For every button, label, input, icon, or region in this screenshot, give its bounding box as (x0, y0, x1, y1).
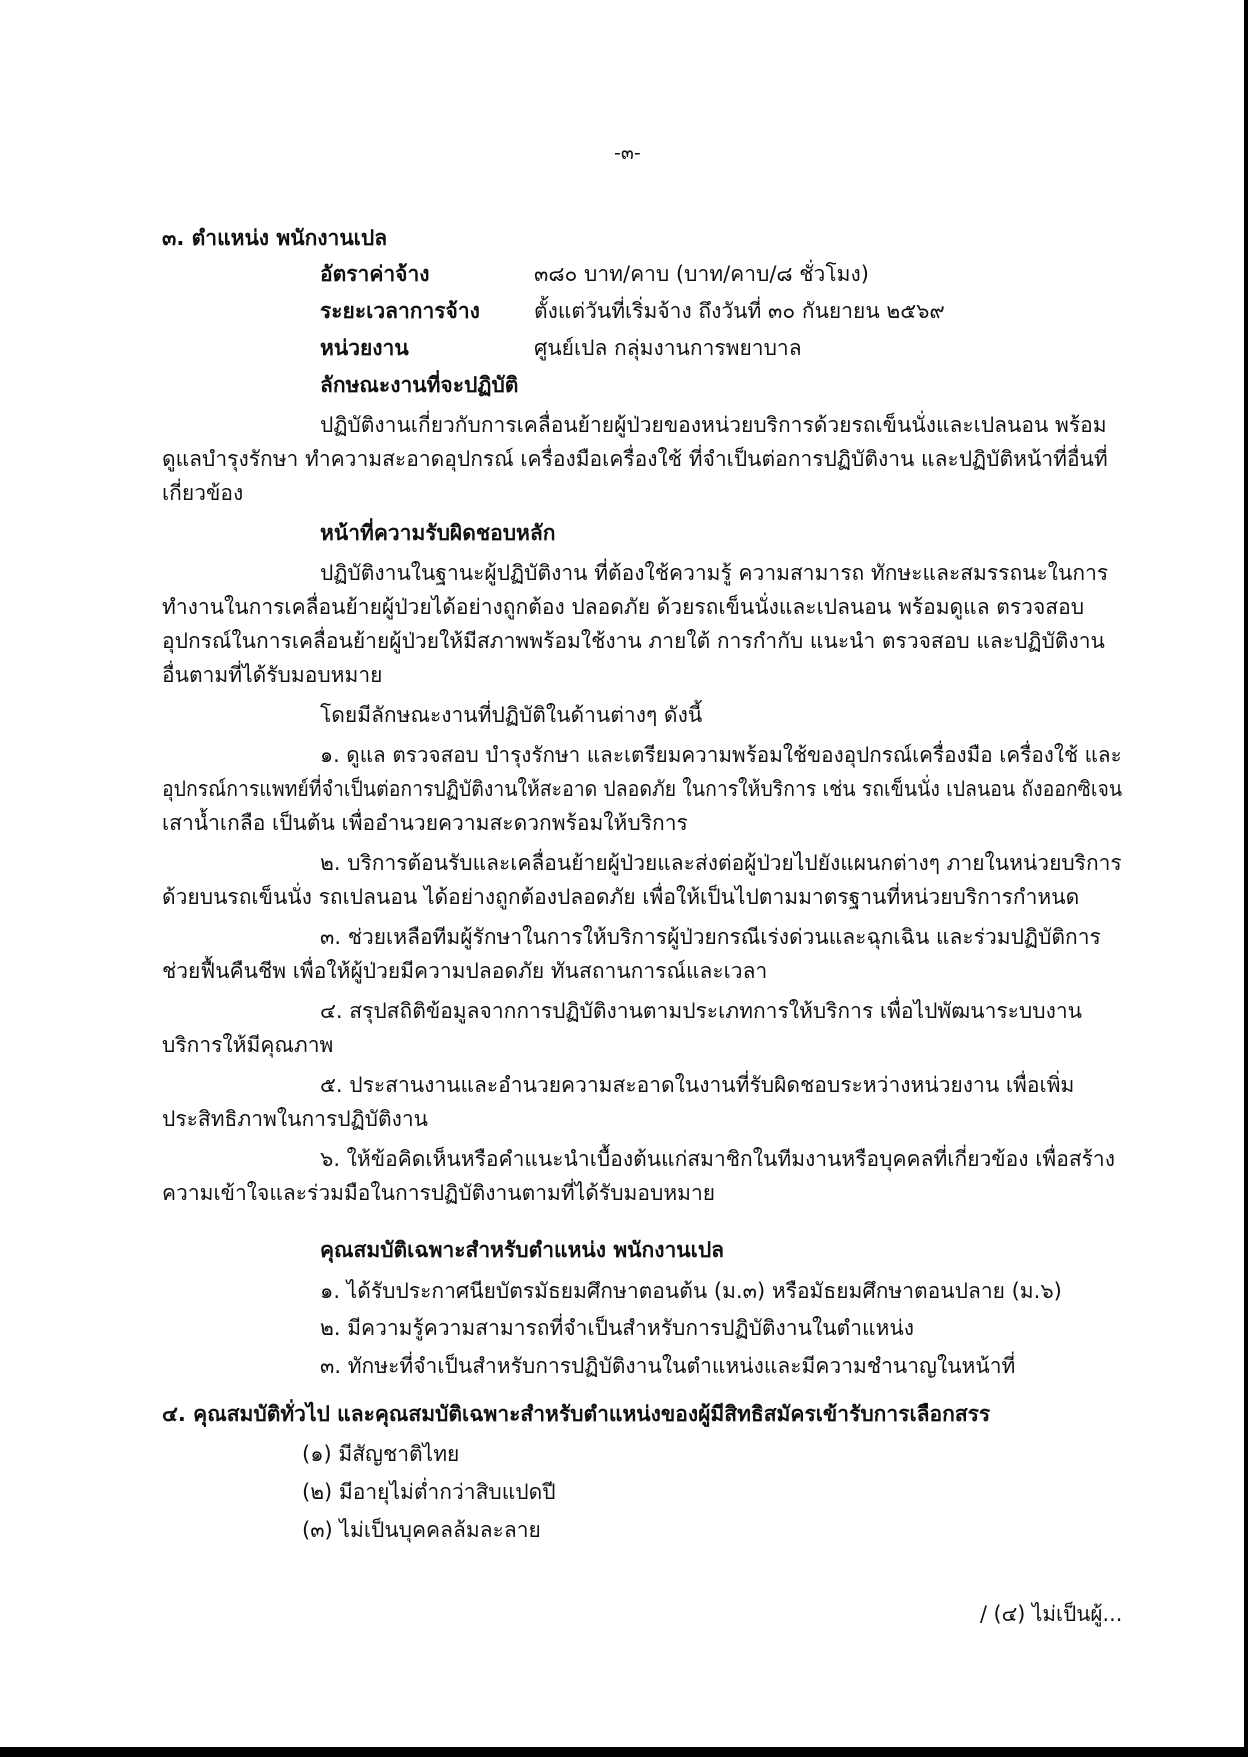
nature-line: เกี่ยวข้อง (162, 481, 244, 505)
duty-item-1-cont: อุปกรณ์การแพทย์ที่จำเป็นต่อการปฏิบัติงานให้สะอาด ปลอดภัย ในการให้บริการ เช่น รถเข็นนั่ง เปลนอน ถังออกซิเจน (162, 777, 1123, 801)
duty-line: อุปกรณ์ในการเคลื่อนย้ายผู้ป่วยให้มีสภาพพร้อมใช้งาน ภายใต้ การกำกับ แนะนำ ตรวจสอบ และปฏิบัติงาน (162, 629, 1105, 653)
duty-item-5: ๕. ประสานงานและอำนวยความสะอาดในงานที่รับผิดชอบระหว่างหน่วยงาน เพื่อเพิ่ม (320, 1073, 1075, 1097)
unit-label: หน่วยงาน (320, 336, 409, 360)
duty-item-3-cont: ช่วยฟื้นคืนชีพ เพื่อให้ผู้ป่วยมีความปลอดภัย ทันสถานการณ์และเวลา (162, 959, 768, 983)
nature-line: ดูแลบำรุงรักษา ทำความสะอาดอุปกรณ์ เครื่องมือเครื่องใช้ ที่จำเป็นต่อการปฏิบัติงาน และปฏิบัติหน้าที่อื่นที่ (162, 447, 1108, 471)
duty-item-6: ๖. ให้ข้อคิดเห็นหรือคำแนะนำเบื้องต้นแก่สมาชิกในทีมงานหรือบุคคลที่เกี่ยวข้อง เพื่อสร้าง (320, 1147, 1115, 1171)
unit-value: ศูนย์เปล กลุ่มงานการพยาบาล (534, 336, 802, 360)
general-qual-item: (๓) ไม่เป็นบุคคลล้มละลาย (302, 1518, 541, 1542)
duty-item-6-cont: ความเข้าใจและร่วมมือในการปฏิบัติงานตามที่ได้รับมอบหมาย (162, 1181, 716, 1205)
duty-item-1-cont: เสาน้ำเกลือ เป็นต้น เพื่ออำนวยความสะดวกพร้อมให้บริการ (162, 811, 688, 835)
duty-intro: โดยมีลักษณะงานที่ปฏิบัติในด้านต่างๆ ดังนี้ (320, 703, 703, 727)
wage-value: ๓๘๐ บาท/คาบ (บาท/คาบ/๘ ชั่วโมง) (534, 262, 869, 286)
wage-label: อัตราค่าจ้าง (320, 262, 430, 286)
nature-line: ปฏิบัติงานเกี่ยวกับการเคลื่อนย้ายผู้ป่วยของหน่วยบริการด้วยรถเข็นนั่งและเปลนอน พร้อม (320, 413, 1107, 437)
duty-item-5-cont: ประสิทธิภาพในการปฏิบัติงาน (162, 1107, 429, 1131)
scan-border-bottom (0, 1747, 1248, 1757)
duty-item-4: ๔. สรุปสถิติข้อมูลจากการปฏิบัติงานตามประเภทการให้บริการ เพื่อไปพัฒนาระบบงาน (320, 999, 1082, 1023)
general-qual-item: (๑) มีสัญชาติไทย (302, 1442, 460, 1466)
duty-item-4-cont: บริการให้มีคุณภาพ (162, 1033, 334, 1057)
scan-border-right (1244, 0, 1248, 1757)
duty-item-1: ๑. ดูแล ตรวจสอบ บำรุงรักษา และเตรียมความพร้อมใช้ของอุปกรณ์เครื่องมือ เครื่องใช้ และ (320, 743, 1122, 767)
continuation-note: / (๔) ไม่เป็นผู้... (980, 1602, 1123, 1626)
duty-line: อื่นตามที่ได้รับมอบหมาย (162, 663, 383, 687)
duty-item-3: ๓. ช่วยเหลือทีมผู้รักษาในการให้บริการผู้ป่วยกรณีเร่งด่วนและฉุกเฉิน และร่วมปฏิบัติการ (320, 925, 1101, 949)
qualification-item: ๓. ทักษะที่จำเป็นสำหรับการปฏิบัติงานในตำแหน่งและมีความชำนาญในหน้าที่ (320, 1354, 1016, 1378)
period-label: ระยะเวลาการจ้าง (320, 299, 480, 323)
qualification-heading: คุณสมบัติเฉพาะสำหรับตำแหน่ง พนักงานเปล (320, 1238, 725, 1262)
nature-heading: ลักษณะงานที่จะปฏิบัติ (320, 373, 519, 397)
duty-item-2-cont: ด้วยบนรถเข็นนั่ง รถเปลนอน ได้อย่างถูกต้องปลอดภัย เพื่อให้เป็นไปตามมาตรฐานที่หน่วยบริการกำหนด (162, 885, 1080, 909)
duty-item-2: ๒. บริการต้อนรับและเคลื่อนย้ายผู้ป่วยและส่งต่อผู้ป่วยไปยังแผนกต่างๆ ภายในหน่วยบริการ (320, 851, 1122, 875)
page-number: -๓- (614, 142, 641, 164)
duty-line: ปฏิบัติงานในฐานะผู้ปฏิบัติงาน ที่ต้องใช้ความรู้ ความสามารถ ทักษะและสมรรถนะในการ (320, 561, 1109, 585)
duty-line: ทำงานในการเคลื่อนย้ายผู้ป่วยได้อย่างถูกต้อง ปลอดภัย ด้วยรถเข็นนั่งและเปลนอน พร้อมดูแล ตรวจสอบ (162, 595, 1085, 619)
section4-heading: ๔. คุณสมบัติทั่วไป และคุณสมบัติเฉพาะสำหรับตำแหน่งของผู้มีสิทธิสมัครเข้ารับการเลือกสรร (162, 1402, 991, 1426)
period-value: ตั้งแต่วันที่เริ่มจ้าง ถึงวันที่ ๓๐ กันยายน ๒๕๖๙ (534, 299, 945, 323)
general-qual-item: (๒) มีอายุไม่ต่ำกว่าสิบแปดปี (302, 1480, 556, 1504)
duty-heading: หน้าที่ความรับผิดชอบหลัก (320, 521, 556, 545)
qualification-item: ๒. มีความรู้ความสามารถที่จำเป็นสำหรับการปฏิบัติงานในตำแหน่ง (320, 1316, 914, 1340)
section3-heading: ๓. ตำแหน่ง พนักงานเปล (162, 226, 388, 250)
qualification-item: ๑. ได้รับประกาศนียบัตรมัธยมศึกษาตอนต้น (ม.๓) หรือมัธยมศึกษาตอนปลาย (ม.๖) (320, 1279, 1062, 1303)
